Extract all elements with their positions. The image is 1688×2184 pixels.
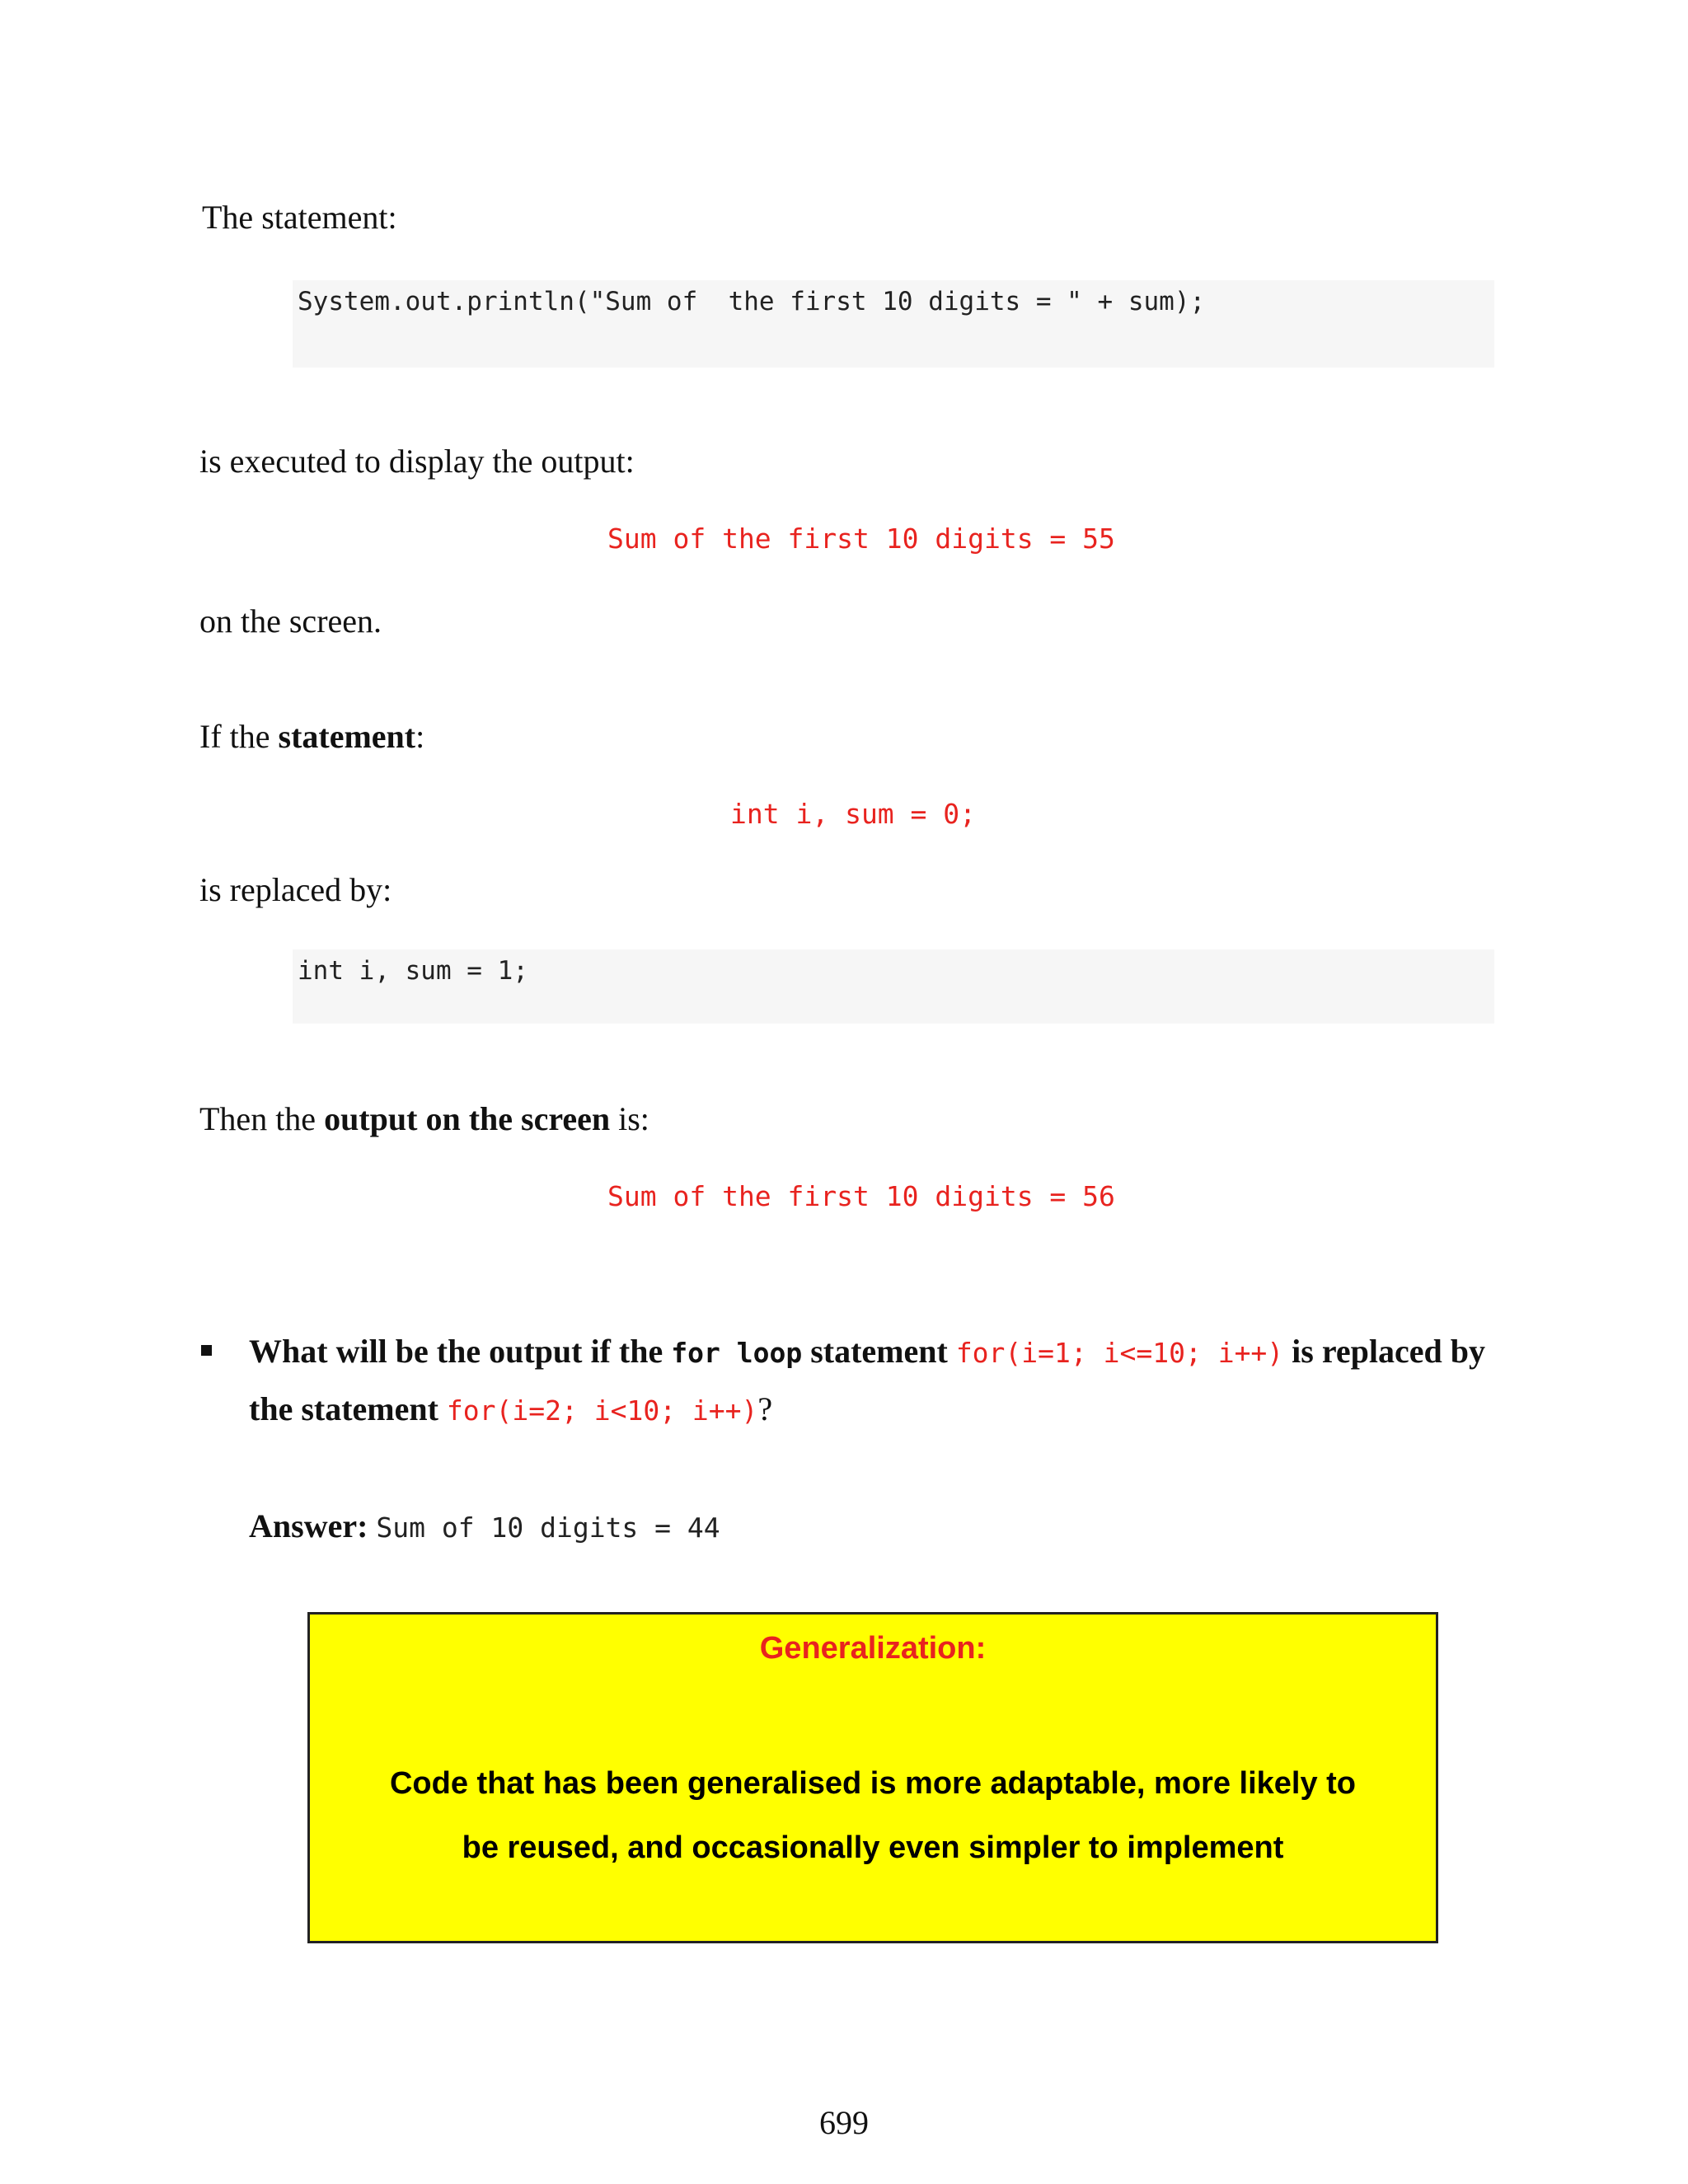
page-number: 699 (819, 2104, 869, 2141)
output-line-55: Sum of the first 10 digits = 55 (607, 523, 1115, 555)
question-line-2 (249, 1390, 772, 1431)
then-prefix: Then the (199, 1100, 325, 1137)
statement-intro: The statement: (202, 199, 397, 236)
then-suffix: is: (610, 1100, 649, 1137)
question-line2-part1: the statement (249, 1390, 447, 1427)
answer-label: Answer: (249, 1507, 368, 1544)
generalization-body (310, 1751, 1436, 1880)
if-prefix: If the (199, 718, 279, 755)
question-part2: statement (802, 1333, 956, 1370)
answer-line (249, 1507, 720, 1548)
question-part3: is replaced by (1283, 1333, 1485, 1370)
question-code-old-loop: for(i=1; i<=10; i++) (955, 1337, 1284, 1369)
then-output-paragraph (199, 1099, 649, 1139)
generalization-line-1: Code that has been generalised is more adaptable, more likely to (389, 1766, 1357, 1801)
code-block-println (293, 280, 1494, 368)
question-part1: What will be the output if the (249, 1333, 672, 1370)
output-line-56: Sum of the first 10 digits = 56 (607, 1180, 1115, 1212)
if-suffix: : (415, 718, 425, 755)
generalization-box (307, 1612, 1438, 1943)
code-println-line: System.out.println("Sum of the first 10 digits = " + sum); (298, 287, 1206, 316)
replaced-text: is replaced by: (199, 871, 392, 908)
question-code-new-loop: for(i=2; i<10; i++) (446, 1394, 758, 1427)
code-block-replacement (293, 949, 1494, 1024)
if-statement-paragraph (199, 717, 424, 757)
executed-text: is executed to display the output: (199, 443, 635, 480)
then-bold-output: output on the screen (324, 1100, 611, 1137)
code-replacement-line: int i, sum = 1; (298, 956, 528, 986)
question-mark: ? (757, 1390, 773, 1427)
generalization-title: Generalization: (759, 1631, 987, 1666)
answer-value: Sum of 10 digits = 44 (376, 1511, 720, 1544)
bullet-square-icon (201, 1345, 212, 1356)
question-code-for-loop: for loop (671, 1337, 803, 1369)
statement-code-line: int i, sum = 0; (730, 798, 977, 830)
question-line-1 (249, 1332, 1485, 1373)
generalization-line-2: be reused, and occasionally even simpler to implement (462, 1830, 1284, 1865)
on-screen-text: on the screen. (199, 602, 382, 640)
if-bold-statement: statement (278, 718, 416, 755)
